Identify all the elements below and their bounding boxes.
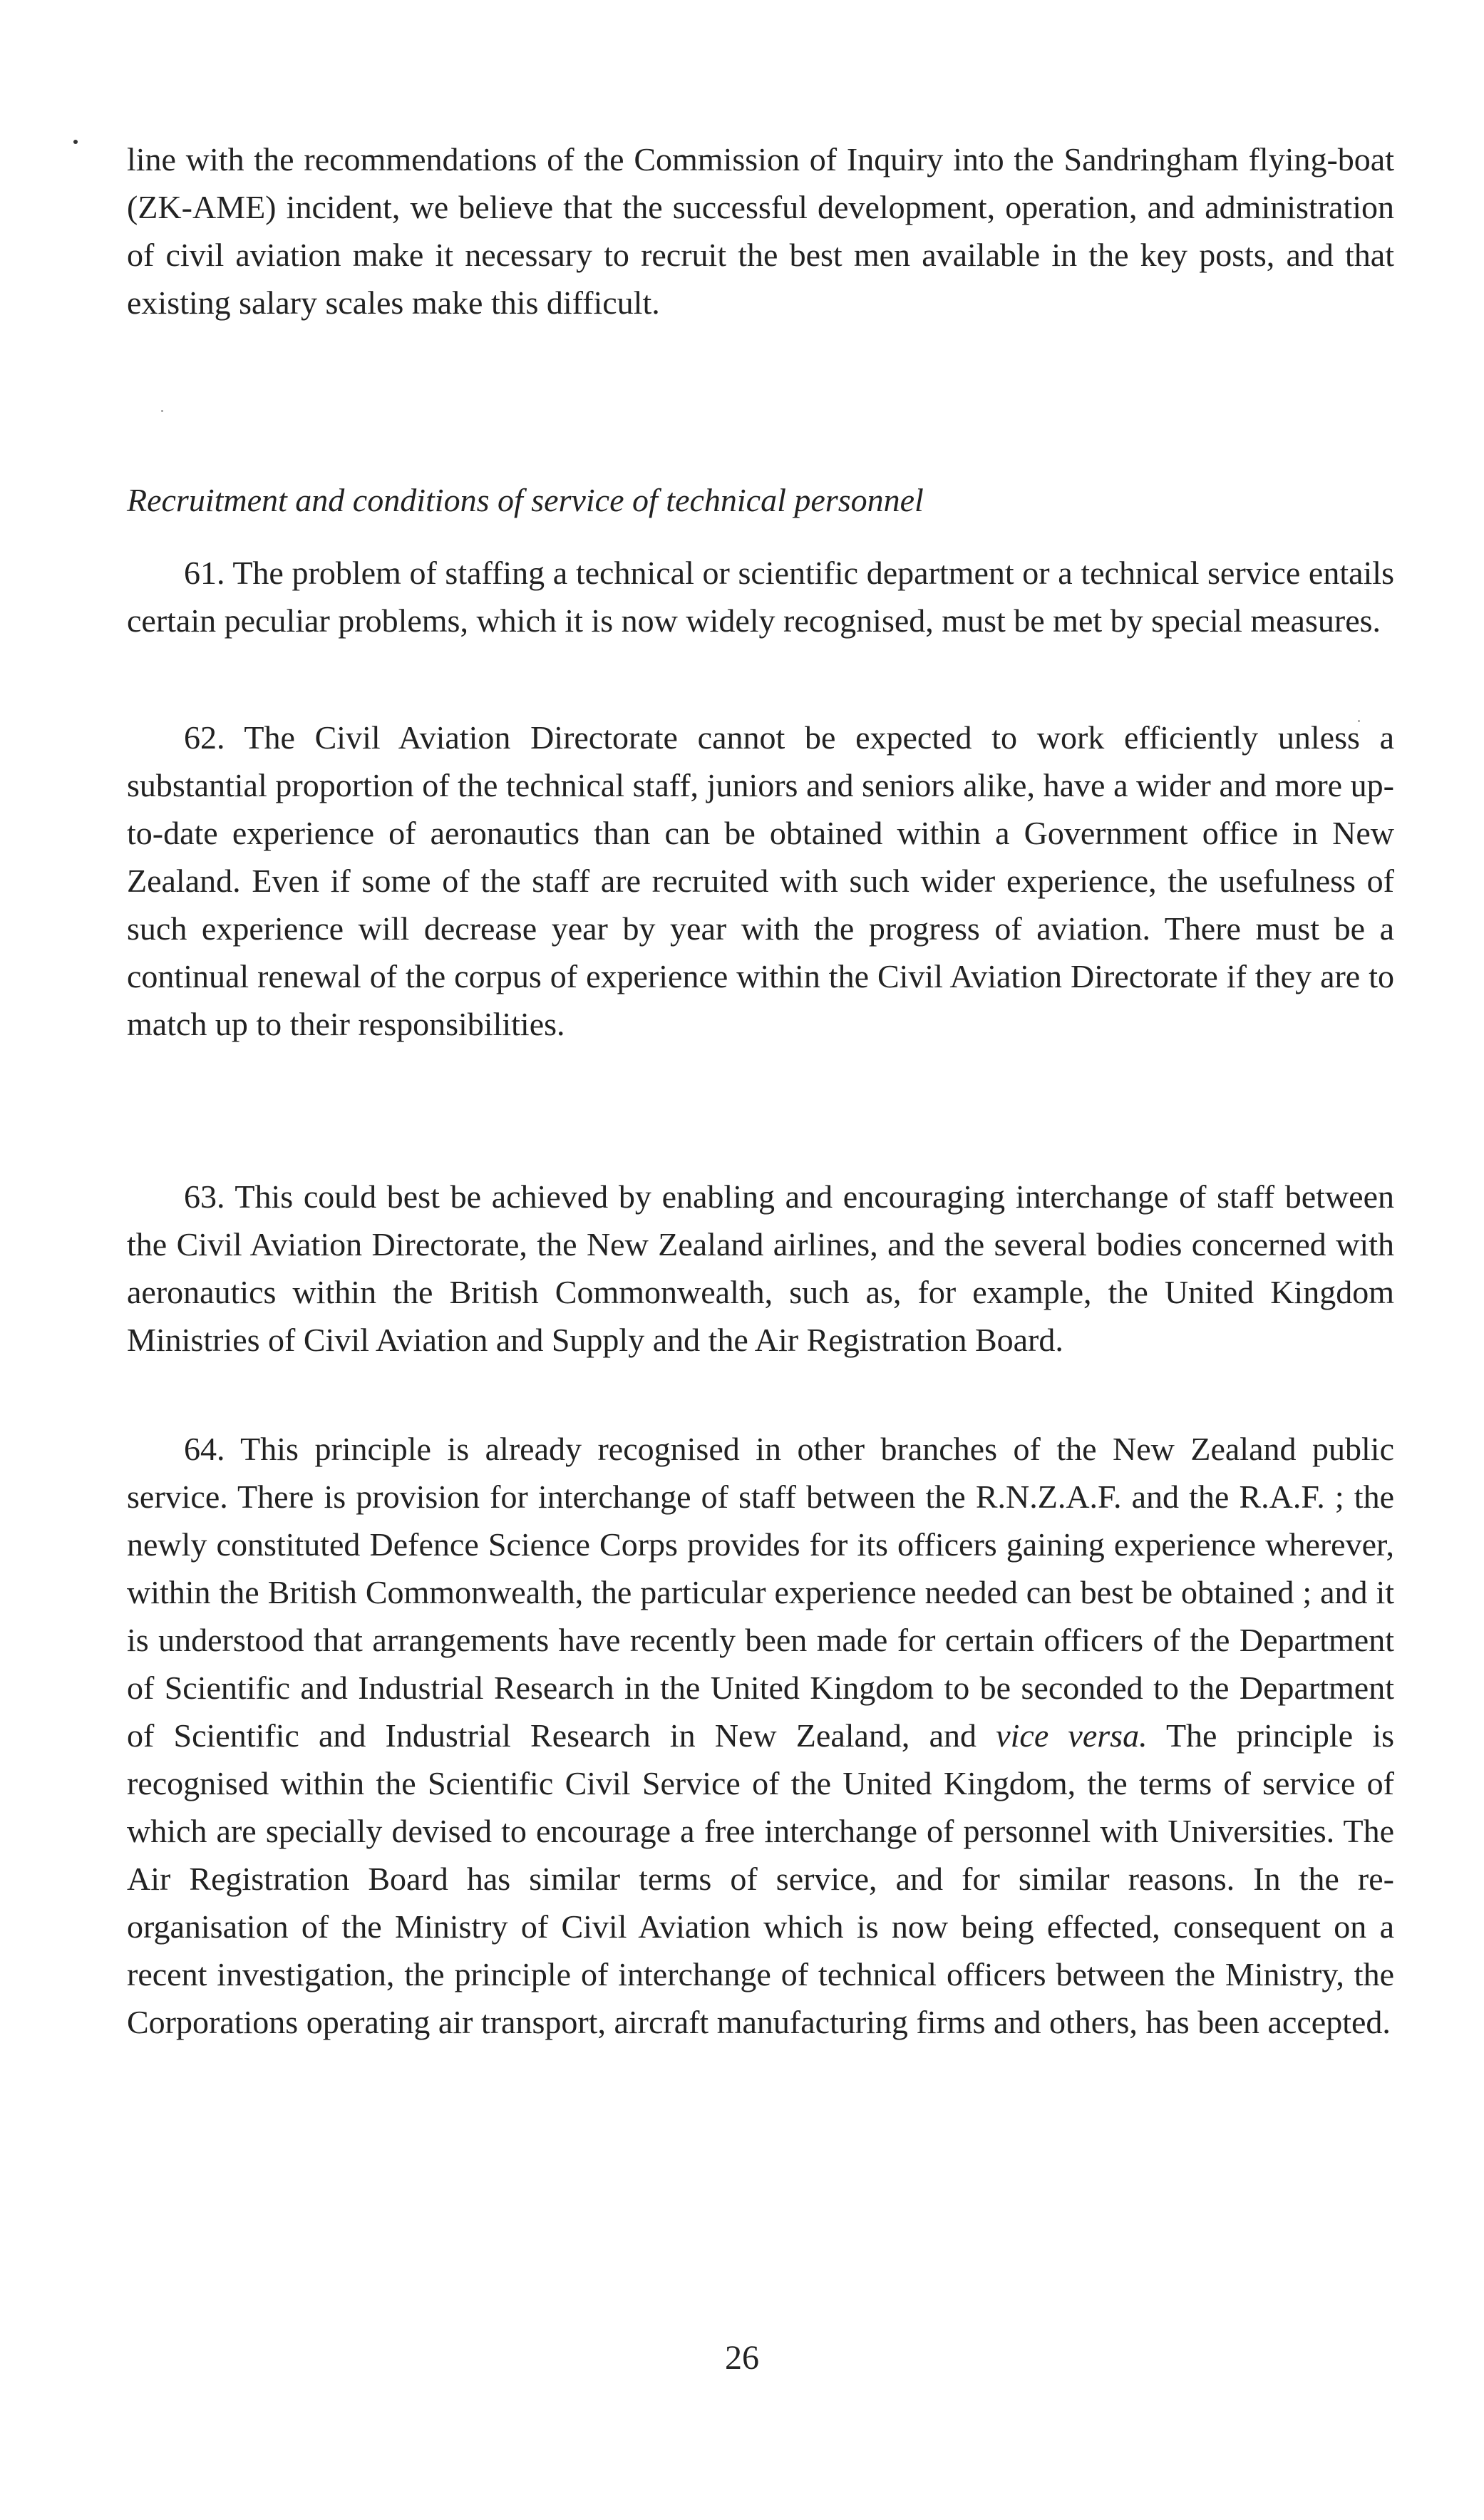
paragraph-63 — [127, 1173, 1394, 1364]
paragraph-61 — [127, 549, 1394, 644]
paragraph-64 — [127, 1425, 1394, 2046]
paragraph-text: The Civil Aviation Directorate cannot be expected to work efficiently unless a substantial proportion of the technical staff, juniors and seniors alike, have a wider and more up-to-date experience of aeronautics than can be obtained within a Government office in New Zealand. Even if some of the staff are recruited with such wider experience, the usefulness of such experience will decrease year by year with the progress of aviation. There must be a continual renewal of the corpus of experience within the Civil Aviation Directorate if they are to match up to their responsibilities. — [127, 719, 1395, 1042]
paragraph-text: The problem of staffing a technical or scientific department or a technical service entails certain peculiar problems, which it is now widely recognised, must be met by special measures. — [127, 555, 1394, 639]
continuation-paragraph: line with the recommendations of the Commission of Inquiry into the Sandringham flying-boat (ZK-AME) incident, we believe that the successful development, operation, and administration of civil aviation make it necessary to recruit the best men available in the key posts, and that existing salary scales make this difficult. — [127, 141, 1394, 321]
paragraph-number: 62. — [184, 719, 225, 756]
paragraph-text: This principle is already recognised in other branches of the New Zealand public service. There is provision for interchange of staff between the R.N.Z.A.F. and the R.A.F. ; the newly constituted Defence Science Corps provides for its officers gaining experience wherever, within the British Commonwealth, the particular experience needed can best be obtained ; and it is understood that arrangements have recently been made for certain officers of the Department of Scientific and Industrial Research in the United Kingdom to be seconded to the Department of Scientific and Industrial Research in New Zealand, and — [127, 1431, 1394, 1754]
italic-phrase: vice versa. — [996, 1717, 1148, 1754]
paragraph-text: This could best be achieved by enabling and encouraging interchange of staff between the Civil Aviation Directorate, the New Zealand airlines, and the several bodies concerned with aeronautics within the British Commonwealth, such as, for example, the United Kingdom Ministries of Civil Aviation and Supply and the Air Registration Board. — [127, 1178, 1395, 1358]
paragraph-number: 61. — [184, 555, 225, 591]
paragraph-62 — [127, 714, 1394, 1048]
page-number: 26 — [725, 2339, 759, 2377]
paragraph-text-continued: The principle is recognised within the Scientific Civil Service of the United Kingdom, the terms of service of which are specially devised to encourage a free interchange of personnel with Universities. The Air Registration Board has similar terms of service, and for similar reasons. In the re-organisation of the Ministry of Civil Aviation which is now being effected, consequent on a recent investigation, the principle of interchange of technical officers between the Ministry, the Corporations operating air transport, aircraft manufacturing firms and others, has been accepted. — [127, 1717, 1394, 2040]
margin-mark — [73, 140, 78, 144]
section-heading: Recruitment and conditions of service of technical personnel — [127, 482, 924, 518]
paper-fleck — [161, 410, 163, 412]
paragraph-number: 64. — [184, 1431, 225, 1467]
paragraph-number: 63. — [184, 1178, 225, 1215]
